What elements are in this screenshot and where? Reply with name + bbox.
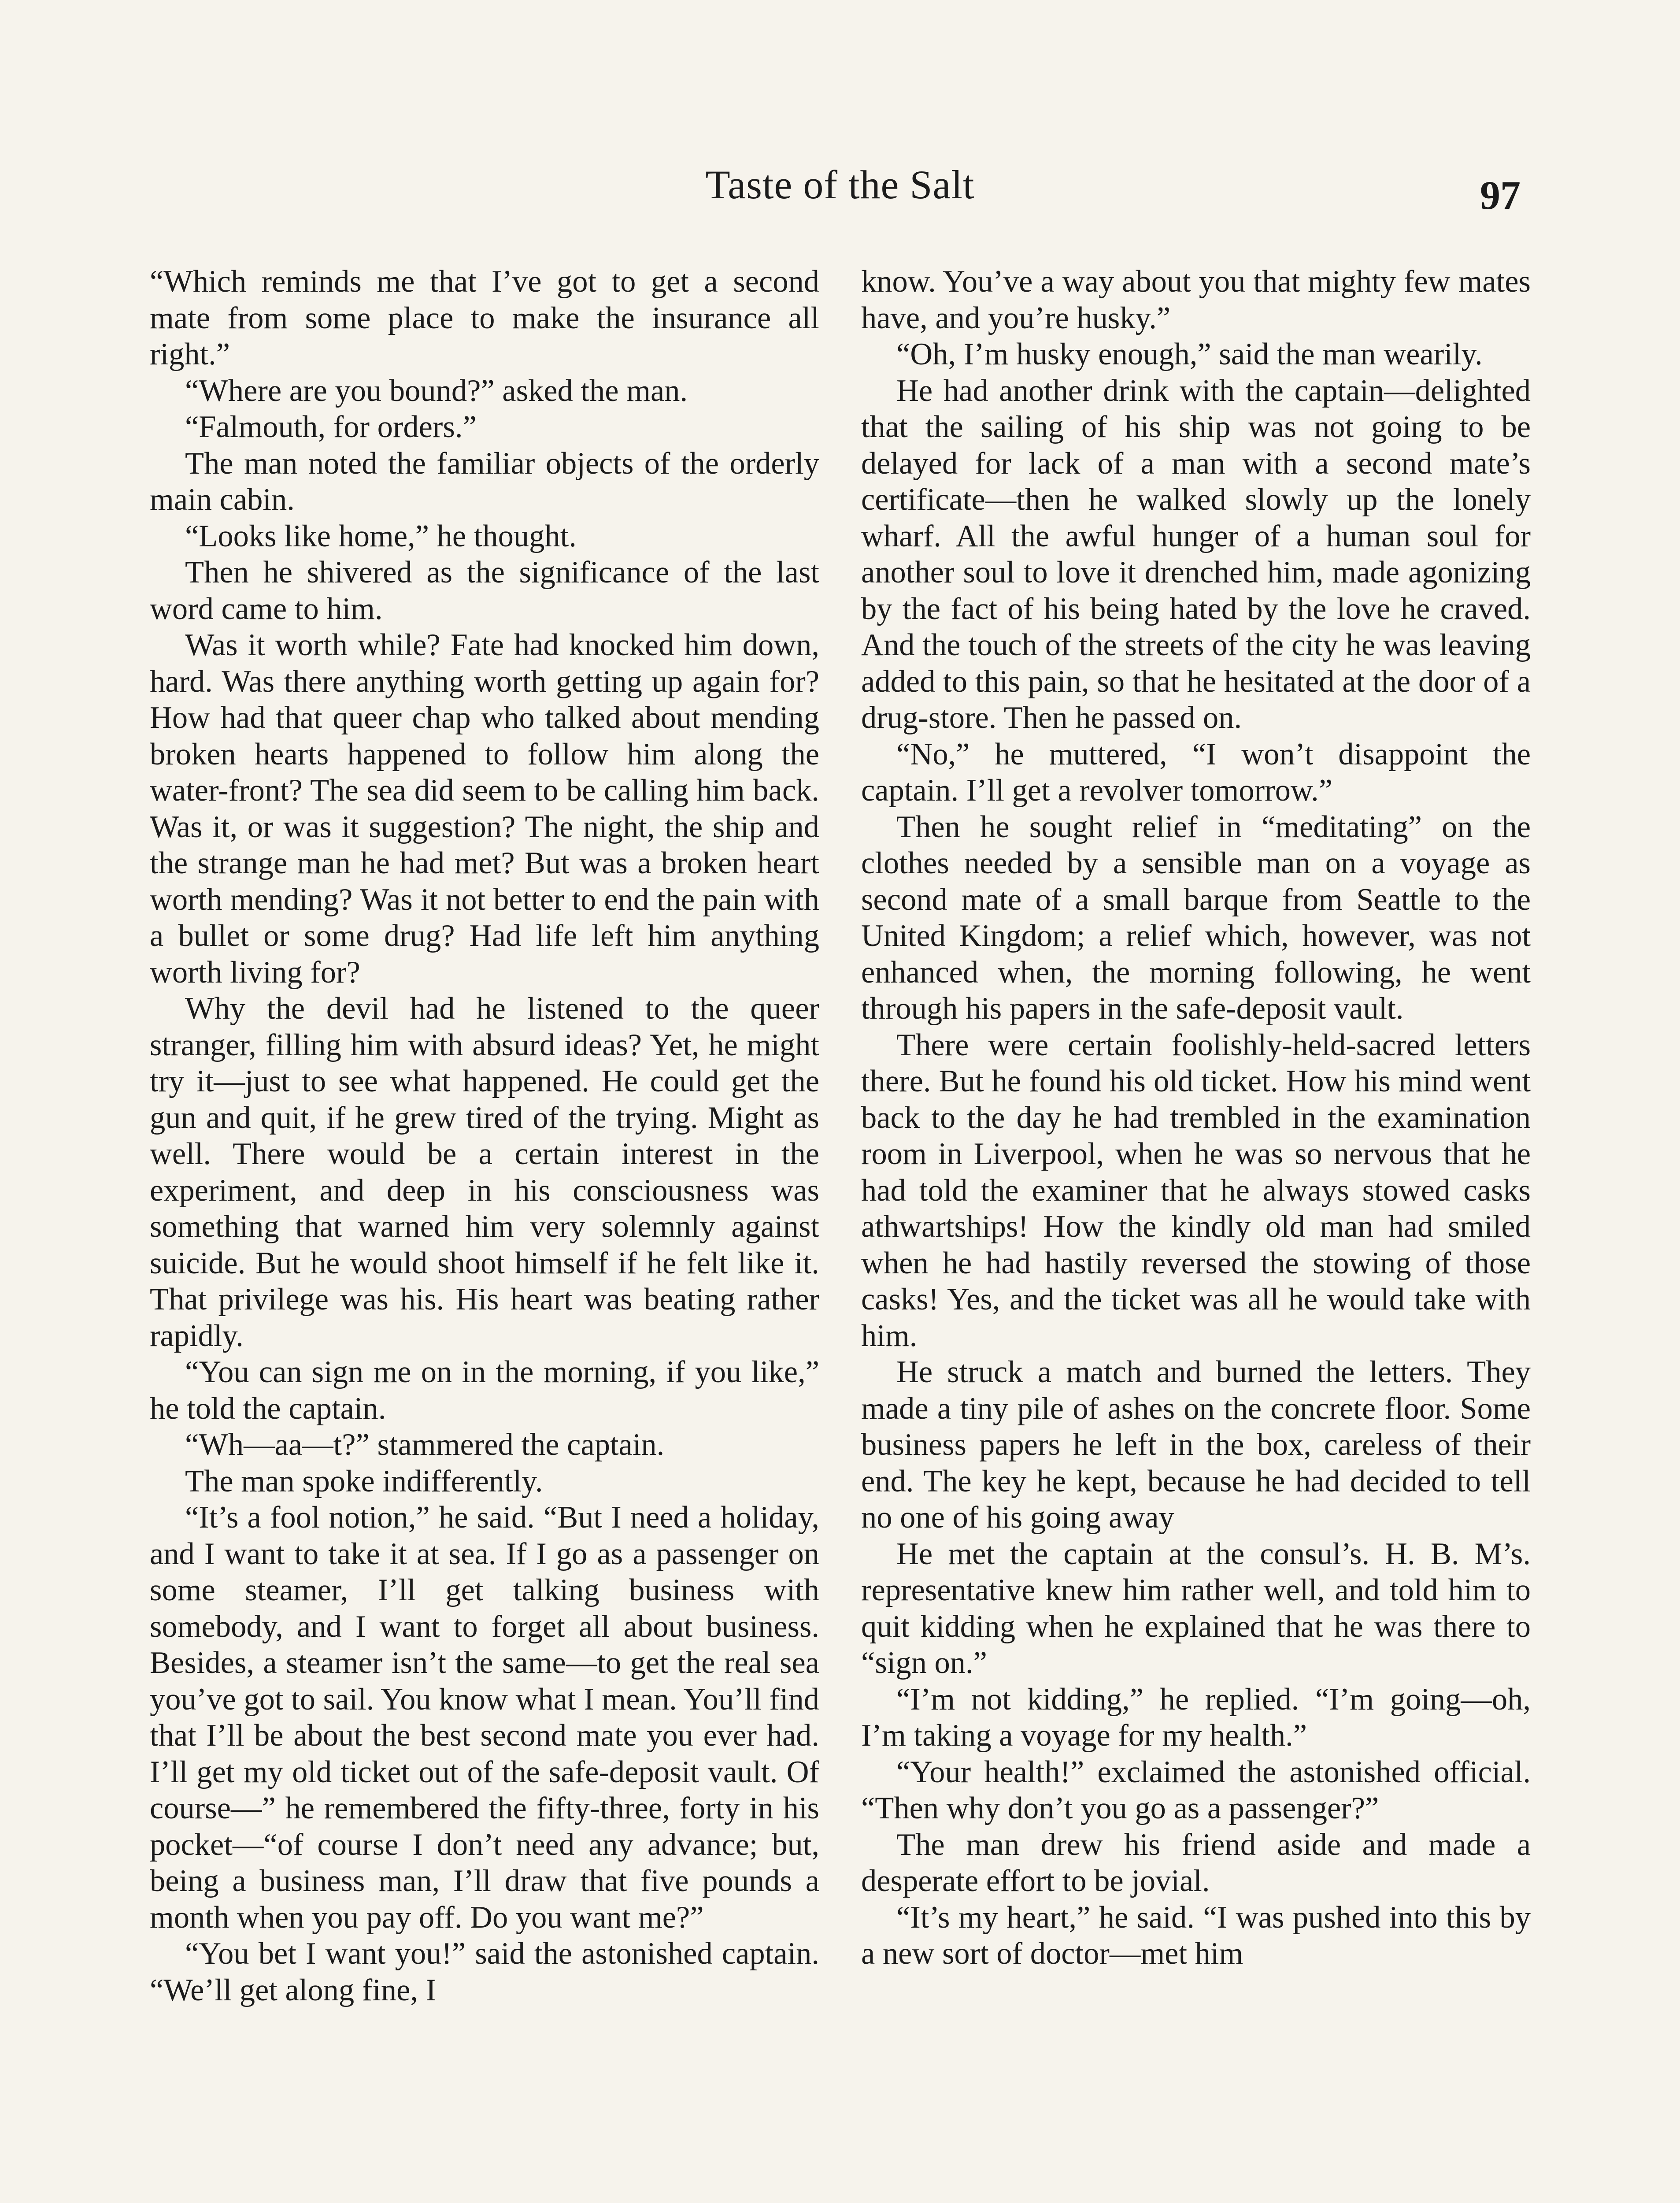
- paragraph: “It’s a fool notion,” he said. “But I need a holiday, and I want to take it at sea. If I go as a passenger on some steamer, I’ll get talking business with somebody, and I want to forget all about business. Besides, a steamer isn’t the same—to get the real sea you’ve got to sail. You know what I mean. You’ll find that I’ll be about the best second mate you ever had. I’ll get my old ticket out of the safe-deposit vault. Of course—” he remembered the fifty-three, forty in his pocket—“of course I don’t need any advance; but, being a business man, I’ll draw that five pounds a month when you pay off. Do you want me?”: [150, 1500, 819, 1935]
- paragraph: The man drew his friend aside and made a desperate effort to be jovial.: [861, 1827, 1531, 1898]
- paragraph: “Falmouth, for orders.”: [185, 410, 477, 444]
- paragraph: The man noted the familiar objects of the orderly main cabin.: [150, 446, 819, 517]
- paragraph: He had another drink with the captain—delighted that the sailing of his ship was not going to be delayed for lack of a man with a second mate’s certificate—then he walked slowly up the lonely wharf. All the awful hunger of a human soul for another soul to love it drenched him, made agonizing by the fact of his being hated by the love he craved. And the touch of the streets of the city he was leaving added to this pain, so that he hesitated at the door of a drug-store. Then he passed on.: [861, 373, 1531, 735]
- paragraph: Then he sought relief in “meditating” on the clothes needed by a sensible man on a voyage as second mate of a small barque from Seattle to the United Kingdom; a relief which, however, was not enhanced when, the morning following, he went through his papers in the safe-deposit vault.: [861, 809, 1531, 1026]
- paragraph: Was it worth while? Fate had knocked him down, hard. Was there anything worth getting up again for? How had that queer chap who talked about mending broken hearts happened to follow him along the water-front? The sea did seem to be calling him back. Was it, or was it suggestion? The night, the ship and the strange man he had met? But was a broken heart worth mending? Was it not better to end the pain with a bullet or some drug? Had life left him anything worth living for?: [150, 628, 819, 990]
- paragraph: “Wh—aa—t?” stammered the captain.: [185, 1428, 665, 1462]
- paragraph: The man spoke indifferently.: [185, 1464, 543, 1498]
- right-text-column: [861, 263, 1531, 1972]
- paragraph: “Where are you bound?” asked the man.: [185, 373, 688, 408]
- paragraph: There were certain foolishly-held-sacred letters there. But he found his old ticket. How his mind went back to the day he had trembled in the examination room in Liverpool, when he was so nervous that he had told the examiner that he always stowed casks athwartships! How the kindly old man had smiled when he had hastily reversed the stowing of those casks! Yes, and the ticket was all he would take with him.: [861, 1027, 1531, 1353]
- paragraph: He met the captain at the consul’s. H. B. M’s. representative knew him rather well, and told him to quit kidding when he explained that he was there to “sign on.”: [861, 1536, 1531, 1680]
- paragraph: “You can sign me on in the morning, if you like,” he told the captain.: [150, 1355, 819, 1426]
- paragraph: “No,” he muttered, “I won’t disappoint the captain. I’ll get a revolver tomorrow.”: [861, 737, 1531, 808]
- page-number: 97: [1480, 173, 1521, 218]
- running-title: Taste of the Salt: [705, 162, 975, 207]
- paragraph: “Your health!” exclaimed the astonished official. “Then why don’t you go as a passenger?”: [861, 1754, 1531, 1825]
- paragraph: “Looks like home,” he thought.: [185, 519, 577, 553]
- paragraph: know. You’ve a way about you that mighty few mates have, and you’re husky.”: [861, 264, 1531, 335]
- paragraph: “Which reminds me that I’ve got to get a second mate from some place to make the insurance all right.”: [150, 264, 819, 371]
- paragraph: “It’s my heart,” he said. “I was pushed into this by a new sort of doctor—met him: [861, 1900, 1531, 1971]
- paragraph: “Oh, I’m husky enough,” said the man wearily.: [896, 337, 1483, 371]
- paragraph: Why the devil had he listened to the queer stranger, filling him with absurd ideas? Yet, he might try it—just to see what happened. He could get the gun and quit, if he grew tired of the trying. Might as well. There would be a certain interest in the experiment, and deep in his consciousness was something that warned him very solemnly against suicide. But he would shoot himself if he felt like it. That privilege was his. His heart was beating rather rapidly.: [150, 991, 819, 1353]
- left-text-column: [150, 263, 819, 2008]
- paragraph: “I’m not kidding,” he replied. “I’m going—oh, I’m taking a voyage for my health.”: [861, 1682, 1531, 1753]
- paragraph: Then he shivered as the significance of the last word came to him.: [150, 555, 819, 626]
- paragraph: He struck a match and burned the letters. They made a tiny pile of ashes on the concrete floor. Some business papers he left in the box, careless of their end. The key he kept, because he had decided to tell no one of his going away: [861, 1355, 1531, 1535]
- paragraph: “You bet I want you!” said the astonished captain. “We’ll get along fine, I: [150, 1936, 819, 2007]
